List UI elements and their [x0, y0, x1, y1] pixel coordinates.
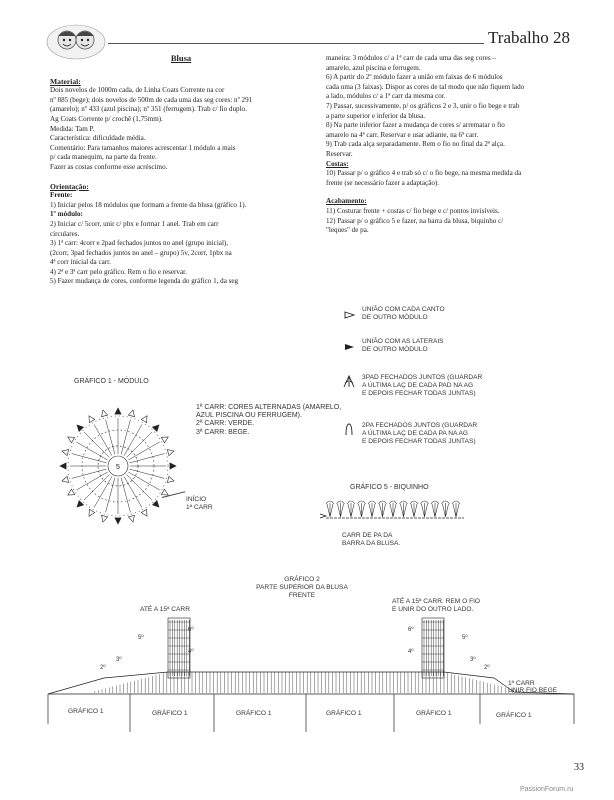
legend-text: UNIÃO COM AS LATERAIS DE OUTRO MÓDULO — [362, 338, 444, 354]
right-line: 11) Costurar frente + costas c/ fio bege e c/ pontos invisíveis. — [326, 206, 500, 215]
material-line: nº 885 (bege); dois novelos de 500m de cada uma das seg cores: nº 291 — [50, 95, 253, 104]
right-line: amarelo na 4ª carr. Reservar e usar adiante, na 6ª carr. — [326, 130, 479, 139]
medida-line: Medida: Tam P. — [50, 124, 95, 133]
fan-stitch — [401, 503, 407, 517]
fan-stitch — [432, 503, 438, 517]
2pa-cluster-icon — [342, 422, 356, 441]
frente-line: (2corr, 3pad fechados juntos no anel – grupo) 5v, 2corr, 1pbx na — [50, 248, 232, 257]
frente-line: 1) Iniciar pelos 18 módulos que formam a frente da blusa (gráfico 1). — [50, 200, 247, 209]
join-marker — [62, 476, 69, 482]
grafico5-note: CARR DE PA DA BARRA DA BLUSA. — [342, 532, 401, 548]
orientacao-heading: Orientação: — [50, 181, 89, 191]
join-marker — [62, 450, 69, 456]
grafico2-cell: GRÁFICO 1 — [152, 710, 188, 717]
watermark: PassionForum.ru — [520, 786, 574, 793]
fan-stitch — [390, 503, 396, 517]
right-line: Reservar. — [326, 149, 353, 158]
join-marker — [115, 408, 121, 414]
join-marker — [77, 500, 84, 507]
frente-line: 2) Iniciar c/ 5corr, unir c/ pbx e formar 1 anel. Trab em carr — [50, 219, 219, 228]
grafico2-cell: GRÁFICO 1 — [416, 710, 452, 717]
fan-stitch — [359, 503, 365, 517]
join-marker — [89, 509, 95, 516]
grafico2-left-note: ATÉ A 15ª CARR — [140, 606, 190, 613]
right-line: 10) Passar p/ o gráfico 4 e trab só c/ o fio bege, na mesma medida da — [326, 169, 522, 178]
grafico1-title: GRÁFICO 1 - MÓDULO — [74, 378, 149, 385]
right-line: maneira: 3 módulos c/ a 1ª carr de cada uma das seg cores – — [326, 54, 496, 62]
frente-line: circulares. — [50, 229, 80, 238]
join-marker — [115, 518, 121, 524]
join-marker — [128, 515, 134, 522]
right-line: 8) Na parte inferior fazer a mudança de cores s/ arrematar o fio — [326, 121, 505, 130]
fan-stitch — [411, 503, 417, 517]
right-line: 12) Passar p/ o gráfico 5 e fazer, na barra da blusa, biquinho c/ — [326, 216, 504, 225]
material-line: Dois novelos de 1000m cada, de Linha Coats Corrente na cor — [50, 86, 225, 95]
right-column — [326, 54, 588, 236]
fan-stitch — [348, 503, 354, 517]
3pad-cluster-icon — [342, 374, 356, 393]
join-marker — [167, 450, 174, 456]
join-marker — [161, 437, 168, 443]
join-marker — [128, 410, 134, 417]
stitch-line — [121, 478, 130, 513]
frente-line: 5) Fazer mudança de cores, conforme legenda do gráfico 1, da seg — [50, 277, 239, 286]
grafico1-center-label: 5 — [116, 464, 120, 471]
costas-heading: Costas: — [326, 159, 349, 168]
fan-stitch — [338, 503, 344, 517]
material-heading: Material: — [50, 76, 81, 86]
fan-stitch — [380, 503, 386, 517]
stitch-line — [106, 420, 115, 455]
fan-stitch — [422, 503, 428, 517]
corner-join-icon — [344, 306, 356, 324]
fan-stitch — [327, 503, 333, 517]
right-line: a parte superior e inferior da blusa. — [326, 111, 426, 120]
acabamento-heading: Acabamento: — [326, 197, 367, 206]
legend-text: UNIÃO COM CADA CANTO DE OUTRO MÓDULO — [362, 306, 445, 322]
stitch-line — [72, 454, 107, 463]
stitch-line — [130, 469, 165, 478]
right-line: 9) Trab cada alça separadamente. Rem o fio no final da 2ª alça. — [326, 140, 505, 149]
stitch-line — [106, 478, 115, 513]
join-marker — [167, 476, 174, 482]
side-join-icon — [344, 338, 356, 356]
join-marker — [89, 416, 95, 423]
frente-line: 4) 2ª e 3ª carr pelo gráfico. Rem o fio e reservar. — [50, 267, 187, 276]
right-line: cada uma (3 faixas). Dispor as cores de tal modo que não fiquem lado — [326, 82, 525, 91]
grafico2-cell: GRÁFICO 1 — [236, 710, 272, 717]
join-marker — [68, 489, 75, 495]
join-marker — [170, 463, 176, 469]
join-marker — [102, 515, 108, 522]
join-marker — [161, 489, 168, 495]
grafico2-cell: GRÁFICO 1 — [496, 712, 532, 719]
join-marker — [102, 410, 108, 417]
frente-line: 3) 1ª carr: 4corr e 2pad fechados juntos no anel (grupo inicial), — [50, 239, 229, 248]
grafico2-diagram — [44, 612, 584, 742]
first-row-note: 1ª CARR UNIR FIO BEGE — [508, 680, 558, 694]
join-marker — [152, 425, 159, 432]
join-marker — [152, 500, 159, 507]
join-marker — [60, 463, 66, 469]
grafico2-title: GRÁFICO 2 PARTE SUPERIOR DA BLUSA FRENTE — [256, 576, 348, 600]
grafico1-notes: 1ª CARR: CORES ALTERNADAS (AMARELO, AZUL PISCINA OU FERRUGEM). 2ª CARR: VERDE. 3ª CARR: BEGE. — [196, 404, 342, 436]
right-line: a lado, módulos c/ a 1ª carr da mesma cor. — [326, 92, 446, 101]
legend — [340, 304, 580, 464]
left-column — [50, 54, 312, 287]
grafico2-cell: GRÁFICO 1 — [326, 710, 362, 717]
grafico5-biquinho-diagram — [318, 496, 468, 530]
page-title: Trabalho 28 — [488, 28, 571, 47]
material-line: (amarelo); nº 433 (azul piscina); nº 351 (ferrugem). Trab c/ fio duplo. — [50, 105, 247, 114]
row-labels-left: 6º 5º 4º 3º 2º — [100, 627, 194, 671]
row-labels-right: 6º 5º 4º 3º 2º — [408, 627, 490, 671]
header-rule — [108, 43, 484, 44]
legend-text: 2PA FECHADOS JUNTOS (GUARDAR A ÚLTIMA LAÇ DE CADA PA NA AG E DEPOIS FECHAR TODAS JUNTAS) — [362, 422, 478, 446]
comentario-line: Comentário: Para tamanhos maiores acrescentar 1 módulo a mais — [50, 143, 236, 152]
page-number: 33 — [574, 762, 584, 773]
material-line: Ag Coats Corrente p/ crochê (1,75mm). — [50, 114, 163, 123]
right-line: "leques" de pa. — [326, 226, 369, 235]
join-marker — [68, 437, 75, 443]
right-line: frente (se necessário fazer a adaptação). — [326, 178, 440, 187]
stitch-line — [72, 469, 107, 478]
comentario-line: p/ cada manequim, na parte da frente. — [50, 153, 157, 162]
grafico2-right-note: ATÉ A 15ª CARR. REM O FIO E UNIR DO OUTRO LADO. — [392, 598, 481, 614]
right-line: 6) A partir do 2º módulo fazer a união em faixas de 6 módulos — [326, 73, 503, 82]
grafico1-inicio: INÍCIO 1ª CARR — [186, 496, 213, 512]
comentario-line: Fazer as costas conforme esse acréscimo. — [50, 162, 168, 171]
frente-heading: Frente: — [50, 191, 73, 200]
grafico5-title: GRÁFICO 5 - BIQUINHO — [350, 484, 429, 491]
right-line: amarelo, azul piscina e ferrugem. — [326, 63, 421, 72]
article-title: Blusa — [170, 53, 192, 63]
fan-stitch — [443, 503, 449, 517]
grafico1-module-diagram — [50, 392, 190, 542]
fan-stitch — [453, 503, 459, 517]
join-marker — [141, 509, 147, 516]
join-marker — [141, 416, 147, 423]
caracteristica-line: Característica: dificuldade média. — [50, 134, 146, 143]
right-spacer — [326, 188, 588, 197]
grafico2-cell: GRÁFICO 1 — [68, 708, 104, 715]
frente-line: 4ª corr inicial da carr. — [50, 258, 111, 267]
legend-text: 3PAD FECHADOS JUNTOS (GUARDAR A ÚLTIMA LAÇ DE CADA PAD NA AG E DEPOIS FECHAR TODAS JUNTAS) — [362, 374, 483, 398]
fan-stitch — [369, 503, 375, 517]
frente-line: 1º módulo: — [50, 210, 83, 219]
right-line: 7) Passar, sucessivamente, p/ os gráficos 2 e 3, unir o fio bege e trab — [326, 101, 520, 110]
